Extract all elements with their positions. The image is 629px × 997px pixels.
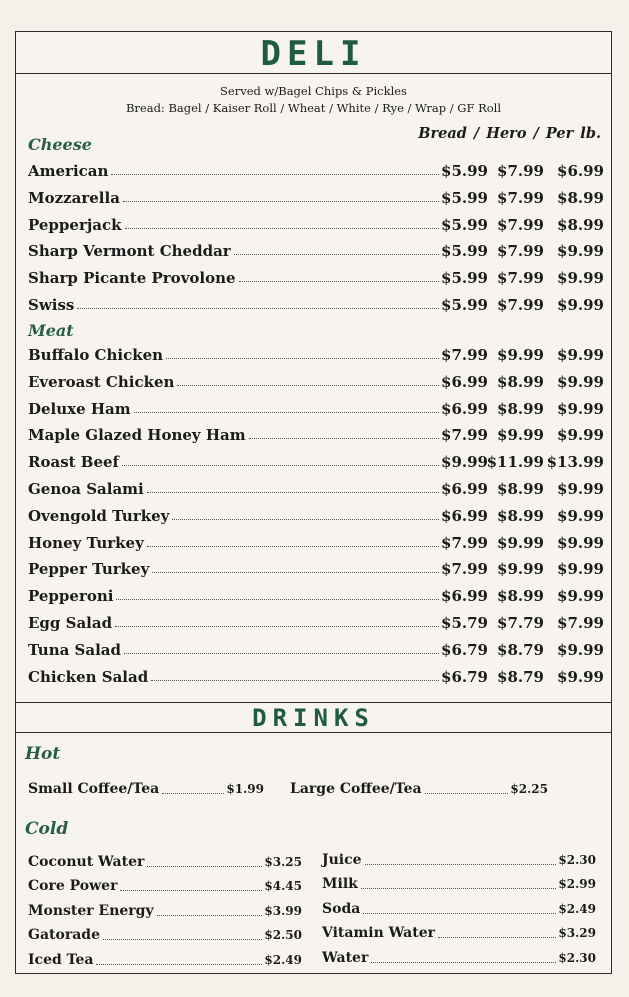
price-per-lb: $9.99 (557, 296, 604, 314)
menu-row (28, 614, 604, 636)
price-hero: $8.99 (497, 480, 544, 498)
menu-row (28, 242, 604, 264)
price-per-lb: $9.99 (557, 587, 604, 606)
drink-name: Core Power (28, 878, 118, 895)
price-per-lb: $9.99 (557, 560, 604, 579)
drink-name: Coconut Water (28, 854, 145, 870)
bread-options: Bread: Bagel / Kaiser Roll / Wheat / White / Rye / Wrap / GF Roll (125, 101, 502, 115)
dot-leader (234, 254, 439, 255)
served-note: Served w/Bagel Chips & Pickles (220, 84, 407, 98)
dot-leader (77, 308, 439, 309)
drink-price: $2.49 (558, 901, 596, 916)
price-per-lb: $8.99 (557, 188, 604, 207)
drink-row (322, 876, 596, 896)
menu-row (28, 453, 604, 475)
drinks-title: DRINKS (252, 704, 375, 732)
dot-leader (125, 228, 439, 229)
price-column-headers: Bread / Hero / Per lb. (418, 125, 601, 142)
price-bread: $6.99 (441, 506, 488, 525)
price-bread: $5.99 (441, 242, 488, 261)
price-hero: $8.99 (497, 587, 544, 606)
drink-name: Large Coffee/Tea (290, 781, 422, 797)
menu-row (28, 534, 604, 556)
price-bread: $6.99 (441, 587, 488, 606)
dot-leader (111, 174, 439, 175)
price-hero: $7.99 (497, 215, 544, 234)
price-hero: $8.99 (497, 399, 544, 418)
menu-row (28, 346, 604, 368)
item-name: Sharp Picante Provolone (28, 269, 236, 288)
price-bread: $5.99 (441, 162, 488, 180)
drink-name: Milk (322, 876, 358, 893)
drink-name: Iced Tea (28, 951, 94, 968)
item-name: Maple Glazed Honey Ham (28, 426, 246, 445)
menu-frame (15, 31, 612, 974)
drink-name: Vitamin Water (322, 925, 435, 942)
drink-row (322, 852, 596, 872)
price-hero: $7.99 (497, 242, 544, 261)
drink-price: $3.25 (264, 855, 302, 869)
menu-row (28, 560, 604, 582)
dot-leader (166, 358, 439, 359)
drink-row (28, 903, 302, 923)
dot-leader (425, 793, 508, 794)
price-hero: $9.99 (497, 560, 544, 579)
price-per-lb: $9.99 (557, 399, 604, 418)
item-name: Honey Turkey (28, 533, 144, 552)
dot-leader (152, 572, 439, 573)
item-name: Tuna Salad (28, 640, 121, 659)
price-hero: $8.79 (497, 640, 544, 659)
drink-row (290, 781, 548, 801)
price-per-lb: $9.99 (557, 269, 604, 288)
price-hero: $7.79 (497, 614, 544, 632)
dot-leader (116, 599, 439, 600)
price-bread: $6.79 (441, 640, 488, 659)
price-per-lb: $9.99 (557, 480, 604, 498)
menu-row (28, 216, 604, 238)
price-bread: $7.99 (441, 533, 488, 552)
dot-leader (96, 964, 262, 965)
price-bread: $5.99 (441, 215, 488, 234)
price-per-lb: $9.99 (557, 667, 604, 686)
dot-leader (151, 680, 439, 681)
price-bread: $5.99 (441, 296, 488, 314)
menu-row (28, 400, 604, 422)
menu-row (28, 189, 604, 211)
cheese-heading: Cheese (28, 135, 92, 154)
dot-leader (363, 913, 556, 914)
drink-name: Small Coffee/Tea (28, 781, 160, 797)
drink-name: Monster Energy (28, 902, 154, 919)
dot-leader (120, 890, 262, 891)
dot-leader (361, 888, 556, 889)
menu-row (28, 269, 604, 291)
dot-leader (371, 962, 556, 963)
price-per-lb: $9.99 (557, 426, 604, 445)
drink-row (322, 950, 596, 970)
menu-row (28, 587, 604, 609)
price-per-lb: $9.99 (557, 640, 604, 659)
dot-leader (147, 866, 262, 867)
dot-leader (239, 281, 439, 282)
drink-price: $2.99 (558, 877, 596, 892)
drink-row (28, 927, 302, 947)
price-bread: $5.79 (441, 614, 488, 632)
item-name: Chicken Salad (28, 667, 149, 686)
menu-row (28, 641, 604, 663)
price-hero: $8.99 (497, 506, 544, 525)
drink-price: $2.50 (264, 928, 302, 943)
price-hero: $9.99 (497, 426, 544, 445)
drink-price: $2.49 (264, 952, 302, 967)
price-bread: $7.99 (441, 560, 488, 579)
price-bread: $6.99 (441, 480, 488, 498)
price-hero: $7.99 (497, 162, 544, 180)
price-hero: $7.99 (497, 296, 544, 314)
dot-leader (124, 653, 439, 654)
drink-row (28, 952, 302, 972)
price-hero: $8.79 (497, 667, 544, 686)
price-per-lb: $9.99 (557, 533, 604, 552)
drink-price: $1.99 (226, 782, 264, 796)
dot-leader (157, 915, 262, 916)
divider (16, 73, 611, 74)
item-name: Sharp Vermont Cheddar (28, 242, 231, 261)
price-hero: $7.99 (497, 188, 544, 207)
drink-name: Water (322, 949, 369, 966)
price-per-lb: $6.99 (557, 162, 604, 180)
item-name: Buffalo Chicken (28, 346, 164, 364)
item-name: American (28, 162, 109, 180)
dot-leader (172, 519, 439, 520)
price-per-lb: $9.99 (557, 372, 604, 391)
dot-leader (103, 939, 262, 940)
meat-heading: Meat (28, 321, 74, 340)
dot-leader (147, 546, 439, 547)
dot-leader (147, 492, 439, 493)
menu-row (28, 373, 604, 395)
cold-heading: Cold (25, 819, 69, 839)
price-bread: $6.99 (441, 372, 488, 391)
price-hero: $9.99 (497, 346, 544, 364)
drink-row (28, 854, 302, 874)
price-hero: $8.99 (497, 372, 544, 391)
price-per-lb: $13.99 (546, 453, 604, 472)
hot-heading: Hot (25, 744, 61, 764)
drink-price: $2.30 (558, 853, 596, 867)
item-name: Genoa Salami (28, 480, 144, 498)
drink-price: $4.45 (264, 879, 302, 894)
price-per-lb: $7.99 (557, 614, 604, 632)
drink-name: Gatorade (28, 927, 100, 944)
item-name: Egg Salad (28, 614, 113, 632)
deli-title: DELI (260, 34, 367, 74)
drink-name: Soda (322, 900, 361, 917)
dot-leader (177, 385, 439, 386)
item-name: Pepperjack (28, 215, 122, 234)
price-hero: $9.99 (497, 533, 544, 552)
dot-leader (122, 465, 439, 466)
price-hero: $7.99 (497, 269, 544, 288)
item-name: Mozzarella (28, 188, 120, 207)
item-name: Deluxe Ham (28, 399, 131, 418)
dot-leader (249, 438, 439, 439)
item-name: Swiss (28, 296, 75, 314)
price-per-lb: $8.99 (557, 215, 604, 234)
item-name: Pepper Turkey (28, 560, 150, 579)
menu-row (28, 296, 604, 318)
dot-leader (123, 201, 439, 202)
price-per-lb: $9.99 (557, 242, 604, 261)
dot-leader (162, 793, 224, 794)
drink-name: Juice (322, 852, 362, 868)
dot-leader (438, 937, 556, 938)
price-bread: $5.99 (441, 269, 488, 288)
price-bread: $6.79 (441, 667, 488, 686)
price-bread: $5.99 (441, 188, 488, 207)
item-name: Pepperoni (28, 587, 114, 606)
menu-row (28, 162, 604, 184)
menu-row (28, 668, 604, 690)
dot-leader (365, 864, 556, 865)
item-name: Roast Beef (28, 453, 120, 472)
divider (16, 702, 611, 703)
drink-price: $3.29 (558, 926, 596, 941)
item-name: Everoast Chicken (28, 372, 175, 391)
price-hero: $11.99 (486, 453, 544, 472)
dot-leader (115, 626, 439, 627)
menu-row (28, 426, 604, 448)
divider (16, 732, 611, 733)
price-bread: $6.99 (441, 399, 488, 418)
price-bread: $7.99 (441, 426, 488, 445)
dot-leader (134, 412, 439, 413)
drink-row (28, 878, 302, 898)
price-per-lb: $9.99 (557, 346, 604, 364)
drink-row (28, 781, 264, 801)
menu-row (28, 507, 604, 529)
price-bread: $7.99 (441, 346, 488, 364)
price-per-lb: $9.99 (557, 506, 604, 525)
drink-price: $2.25 (510, 782, 548, 796)
drink-price: $3.99 (264, 903, 302, 918)
drink-price: $2.30 (558, 950, 596, 965)
menu-row (28, 480, 604, 502)
drink-row (322, 901, 596, 921)
item-name: Ovengold Turkey (28, 506, 170, 525)
price-bread: $9.99 (441, 453, 488, 472)
drink-row (322, 925, 596, 945)
